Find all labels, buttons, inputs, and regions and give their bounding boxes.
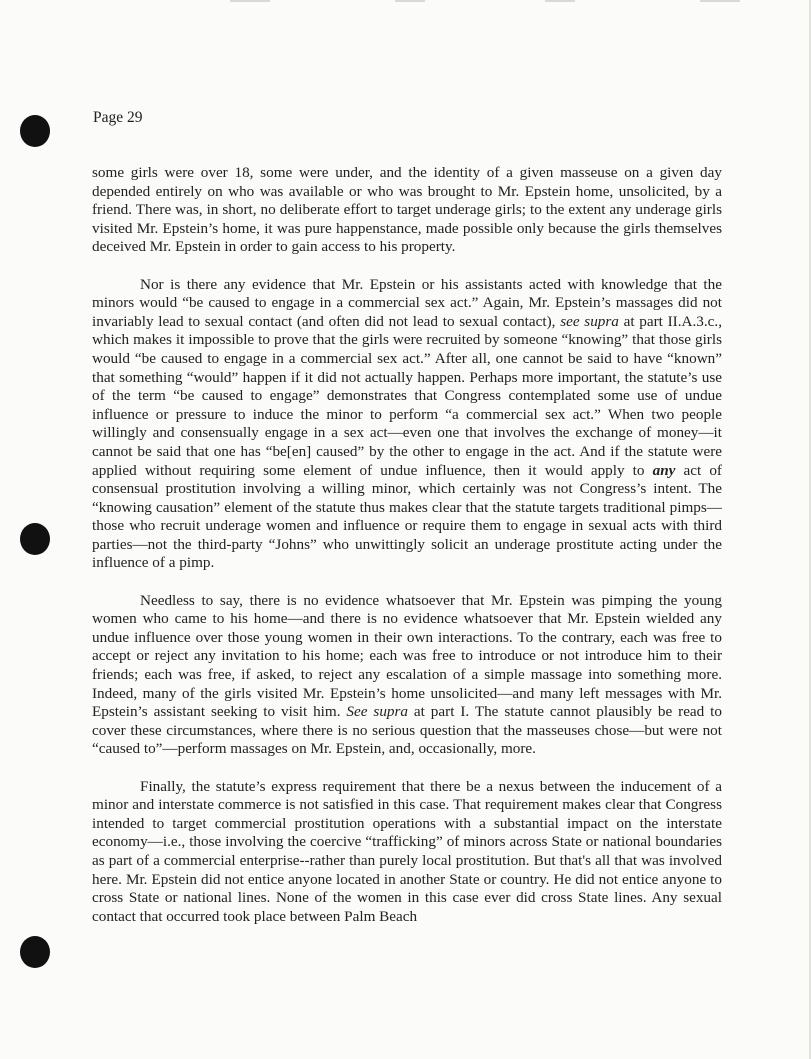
scan-edge-mark — [545, 0, 575, 2]
punch-hole-middle — [20, 523, 50, 555]
punch-hole-bottom — [20, 936, 50, 968]
page-number: Page 29 — [93, 109, 143, 126]
punch-hole-top — [20, 115, 50, 147]
text-run: at part II.A.3.c., which makes it impossible to prove that the girls were recruited by someone “knowing” that those girls would “be caused to engage in a commercial sex act.” After all, one cannot be said to have “known” that something “would” happen if it did not actually happen. Perhaps more important, the statute’s use of the term “be caused to engage” demonstrates that Congress contemplated some use of undue influence or pressure to induce the minor to perform “a commercial sex act.” When two people willingly and consensually engage in a sex act—even one that involves the exchange of money—it cannot be said that one has “be[en] caused” by the other to engage in the act. And if the statute were applied without requiring some element of undue influence, then it would apply to — [92, 312, 723, 479]
text-run: act of consensual prostitution involving a willing minor, which certainly was not Congress’s intent. The “knowing causation” element of the statute thus makes clear that the statute targets traditional pimps—those who recruit underage women and influence or require them to engage in sexual acts with third parties—not the third-party “Johns” who unwittingly solicit an underage prostitute acting under the influence of a pimp. — [92, 461, 722, 572]
citation-signal: See supra — [346, 703, 409, 721]
paragraph — [92, 276, 722, 574]
paragraph — [92, 778, 722, 927]
paragraph — [92, 164, 722, 257]
text-run: some girls were over 18, some were under, and the identity of a given masseuse on a given day depended entirely on who was available or who was brought to Mr. Epstein home, unsolicited, by a friend. There was, in short, no deliberate effort to target underage girls; to the extent any underage girls visited Mr. Epstein’s home, it was pure happenstance, made possible only because the girls themselves deceived Mr. Epstein in order to gain access to his property. — [92, 164, 722, 256]
emphasized-word: any — [652, 461, 676, 479]
text-run: at part I. The statute cannot plausibly be read to cover these circumstances, where there is no serious question that the masseuses chose—but were not “caused to”—perform massages on Mr. Epstein, and, occasionally, more. — [92, 703, 722, 758]
text-run: Nor is there any evidence that Mr. Epstein or his assistants acted with knowledge that the minors would “be caused to engage in a commercial sex act.” Again, Mr. Epstein’s massages did not invariably lead to sexual contact (and often did not lead to sexual contact), — [92, 275, 722, 330]
scan-edge-mark — [700, 0, 740, 2]
paragraph — [92, 592, 722, 759]
text-run: Needless to say, there is no evidence whatsoever that Mr. Epstein was pimping the young women who came to his home—and there is no evidence whatsoever that Mr. Epstein wielded any undue influence over those young women in their own interactions. To the contrary, each was free to accept or reject any invitation to his home; each was free to introduce or not introduce him to their friends; each was free, if asked, to reject any escalation of a simple massage into something more. Indeed, many of the girls visited Mr. Epstein’s home unsolicited—and many left messages with Mr. Epstein’s assistant seeking to visit him. — [92, 591, 722, 721]
document-body — [92, 164, 722, 945]
scan-edge-mark — [230, 0, 270, 2]
text-run: Finally, the statute’s express requirement that there be a nexus between the inducement of a minor and interstate commerce is not satisfied in this case. That requirement makes clear that Congress intended to target commercial prostitution operations with a substantial impact on the interstate economy—i.e., those involving the coercive “trafficking” of minors across State or national boundaries as part of a commercial enterprise--rather than purely local prostitution. But that's all that was involved here. Mr. Epstein did not entice anyone located in another State or country. He did not entice anyone to cross State or national lines. None of the women in this case ever did cross State lines. Any sexual contact that occurred took place between Palm Beach — [92, 777, 722, 925]
citation-signal: see supra — [560, 312, 619, 330]
scan-edge-mark — [395, 0, 425, 2]
